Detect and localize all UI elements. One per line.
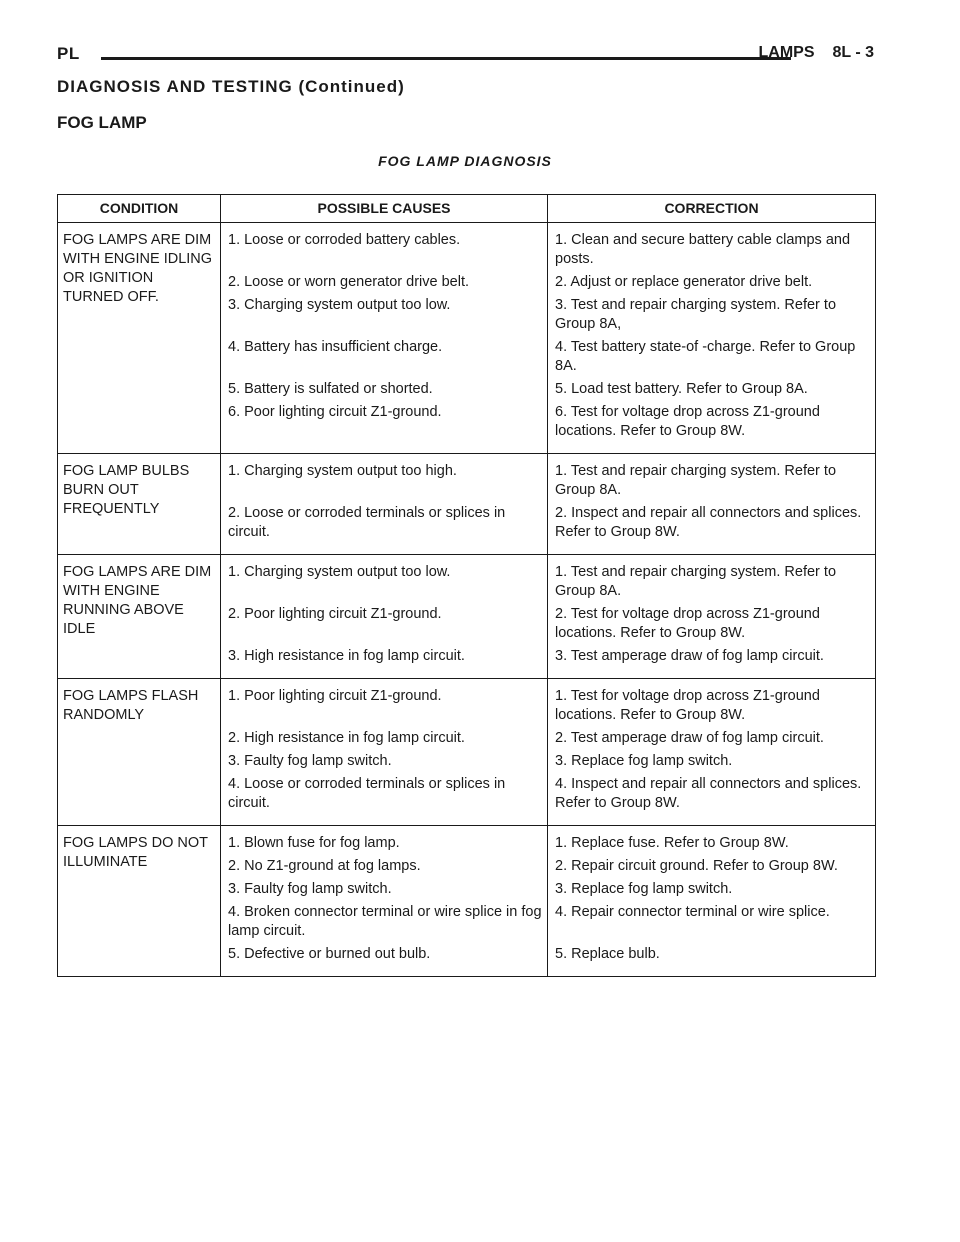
table-header-row: [58, 195, 876, 223]
correction-cell: 1. Test and repair charging system. Refer to Group 8A.: [548, 555, 876, 602]
correction-cell: 4. Inspect and repair all connectors and splices. Refer to Group 8W.: [548, 771, 876, 826]
condition-cell: FOG LAMPS ARE DIM WITH ENGINE IDLING OR IGNITION TURNED OFF.: [58, 223, 221, 454]
correction-cell: 5. Load test battery. Refer to Group 8A.: [548, 376, 876, 399]
header-rule: [101, 57, 791, 60]
cause-cell: 1. Loose or corroded battery cables.: [221, 223, 548, 270]
table-caption: FOG LAMP DIAGNOSIS: [378, 153, 552, 169]
condition-cell: FOG LAMPS FLASH RANDOMLY: [58, 679, 221, 826]
header-section: LAMPS: [758, 44, 815, 61]
correction-cell: 1. Test and repair charging system. Refer to Group 8A.: [548, 454, 876, 501]
cause-cell: 6. Poor lighting circuit Z1-ground.: [221, 399, 548, 454]
cause-cell: 4. Battery has insufficient charge.: [221, 334, 548, 376]
table-row: [58, 223, 876, 270]
cause-cell: 2. Poor lighting circuit Z1-ground.: [221, 601, 548, 643]
header-right: [759, 44, 875, 62]
cause-cell: 1. Charging system output too low.: [221, 555, 548, 602]
cause-cell: 5. Defective or burned out bulb.: [221, 941, 548, 977]
table-row: [58, 826, 876, 854]
condition-cell: FOG LAMPS ARE DIM WITH ENGINE RUNNING ABOVE IDLE: [58, 555, 221, 679]
correction-cell: 6. Test for voltage drop across Z1-ground locations. Refer to Group 8W.: [548, 399, 876, 454]
table-row: [58, 454, 876, 501]
correction-cell: 3. Replace fog lamp switch.: [548, 748, 876, 771]
correction-cell: 1. Test for voltage drop across Z1-ground locations. Refer to Group 8W.: [548, 679, 876, 726]
cause-cell: 3. Faulty fog lamp switch.: [221, 748, 548, 771]
diagnosis-table: [57, 194, 876, 977]
correction-cell: 2. Adjust or replace generator drive belt.: [548, 269, 876, 292]
cause-cell: 2. Loose or corroded terminals or splices in circuit.: [221, 500, 548, 555]
cause-cell: 2. High resistance in fog lamp circuit.: [221, 725, 548, 748]
correction-cell: 3. Test amperage draw of fog lamp circuit.: [548, 643, 876, 679]
cause-cell: 2. Loose or worn generator drive belt.: [221, 269, 548, 292]
cause-cell: 3. Faulty fog lamp switch.: [221, 876, 548, 899]
sub-heading: FOG LAMP: [57, 113, 147, 132]
cause-cell: 1. Poor lighting circuit Z1-ground.: [221, 679, 548, 726]
cause-cell: 1. Blown fuse for fog lamp.: [221, 826, 548, 854]
cause-cell: 3. Charging system output too low.: [221, 292, 548, 334]
correction-cell: 2. Repair circuit ground. Refer to Group 8W.: [548, 853, 876, 876]
cause-cell: 3. High resistance in fog lamp circuit.: [221, 643, 548, 679]
column-header-correction: CORRECTION: [548, 195, 876, 223]
section-heading: DIAGNOSIS AND TESTING (Continued): [57, 77, 405, 96]
cause-cell: 4. Loose or corroded terminals or splices in circuit.: [221, 771, 548, 826]
cause-cell: 1. Charging system output too high.: [221, 454, 548, 501]
cause-cell: 2. No Z1-ground at fog lamps.: [221, 853, 548, 876]
page-number: 8L - 3: [832, 44, 874, 61]
table-row: [58, 679, 876, 726]
correction-cell: 2. Test for voltage drop across Z1-ground locations. Refer to Group 8W.: [548, 601, 876, 643]
condition-cell: FOG LAMPS DO NOT ILLUMINATE: [58, 826, 221, 977]
correction-cell: 5. Replace bulb.: [548, 941, 876, 977]
cause-cell: 5. Battery is sulfated or shorted.: [221, 376, 548, 399]
column-header-causes: POSSIBLE CAUSES: [221, 195, 548, 223]
correction-cell: 1. Clean and secure battery cable clamps and posts.: [548, 223, 876, 270]
correction-cell: 3. Test and repair charging system. Refer to Group 8A,: [548, 292, 876, 334]
table-row: [58, 555, 876, 602]
correction-cell: 2. Inspect and repair all connectors and splices. Refer to Group 8W.: [548, 500, 876, 555]
page-header: [57, 44, 874, 72]
correction-cell: 4. Test battery state-of -charge. Refer to Group 8A.: [548, 334, 876, 376]
header-code: PL: [57, 44, 80, 63]
correction-cell: 4. Repair connector terminal or wire splice.: [548, 899, 876, 941]
correction-cell: 3. Replace fog lamp switch.: [548, 876, 876, 899]
condition-cell: FOG LAMP BULBS BURN OUT FREQUENTLY: [58, 454, 221, 555]
column-header-condition: CONDITION: [58, 195, 221, 223]
correction-cell: 2. Test amperage draw of fog lamp circuit.: [548, 725, 876, 748]
table-body: [58, 223, 876, 977]
cause-cell: 4. Broken connector terminal or wire splice in fog lamp circuit.: [221, 899, 548, 941]
correction-cell: 1. Replace fuse. Refer to Group 8W.: [548, 826, 876, 854]
